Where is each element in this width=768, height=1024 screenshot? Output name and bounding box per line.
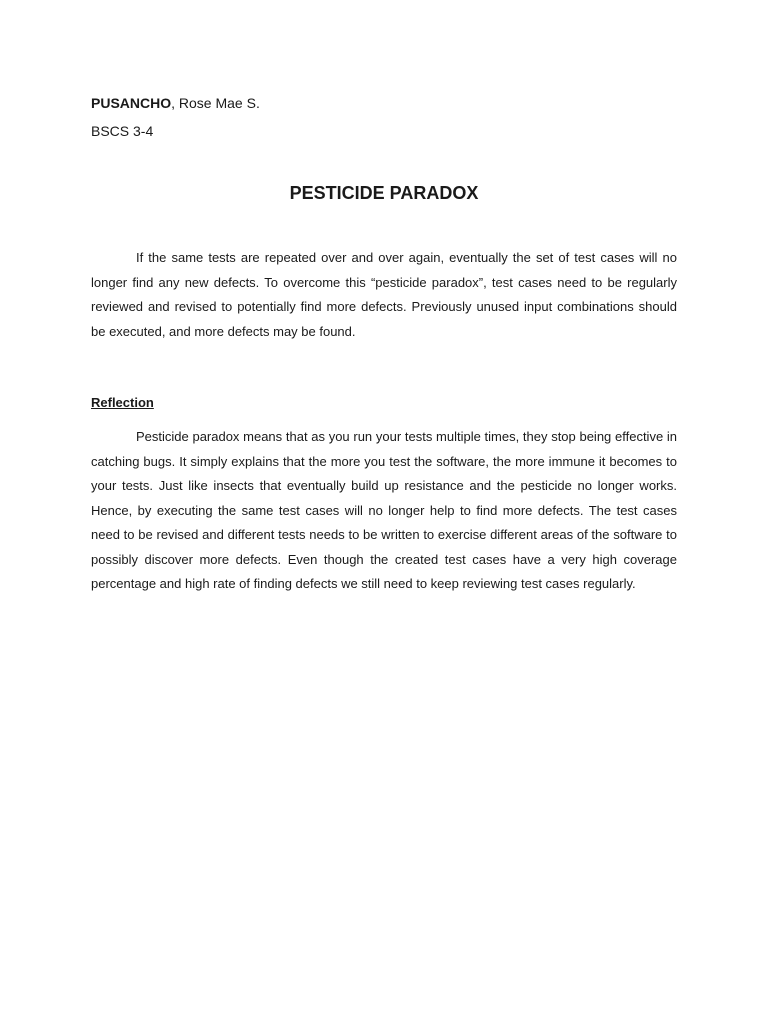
intro-paragraph: If the same tests are repeated over and over again, eventually the set of test cases will no longer find any new defects. To overcome this “pesticide paradox”, test cases need to be regularly reviewed and revised to potentially find more defects. Previously unused input combinations should be executed, and more defects may be found. bbox=[91, 250, 677, 339]
author-surname: PUSANCHO bbox=[91, 95, 172, 111]
reflection-paragraph: Pesticide paradox means that as you run your tests multiple times, they stop being effective in catching bugs. It simply explains that the more you test the software, the more immune it becomes to your tests. Just like insects that eventually build up resistance and the pesticide no longer works. Hence, by executing the same test cases will no longer help to find more defects. The test cases need to be revised and different tests needs to be written to exercise different areas of the software to possibly discover more defects. Even though the created test cases have a very high coverage percentage and high rate of finding defects we still need to keep reviewing test cases regularly. bbox=[91, 429, 677, 591]
author-section: BSCS 3-4 bbox=[91, 123, 154, 139]
author-name bbox=[91, 94, 260, 112]
reflection-heading: Reflection bbox=[91, 395, 154, 410]
document-title: PESTICIDE PARADOX bbox=[289, 183, 479, 203]
author-given-name: , Rose Mae S. bbox=[171, 95, 260, 111]
